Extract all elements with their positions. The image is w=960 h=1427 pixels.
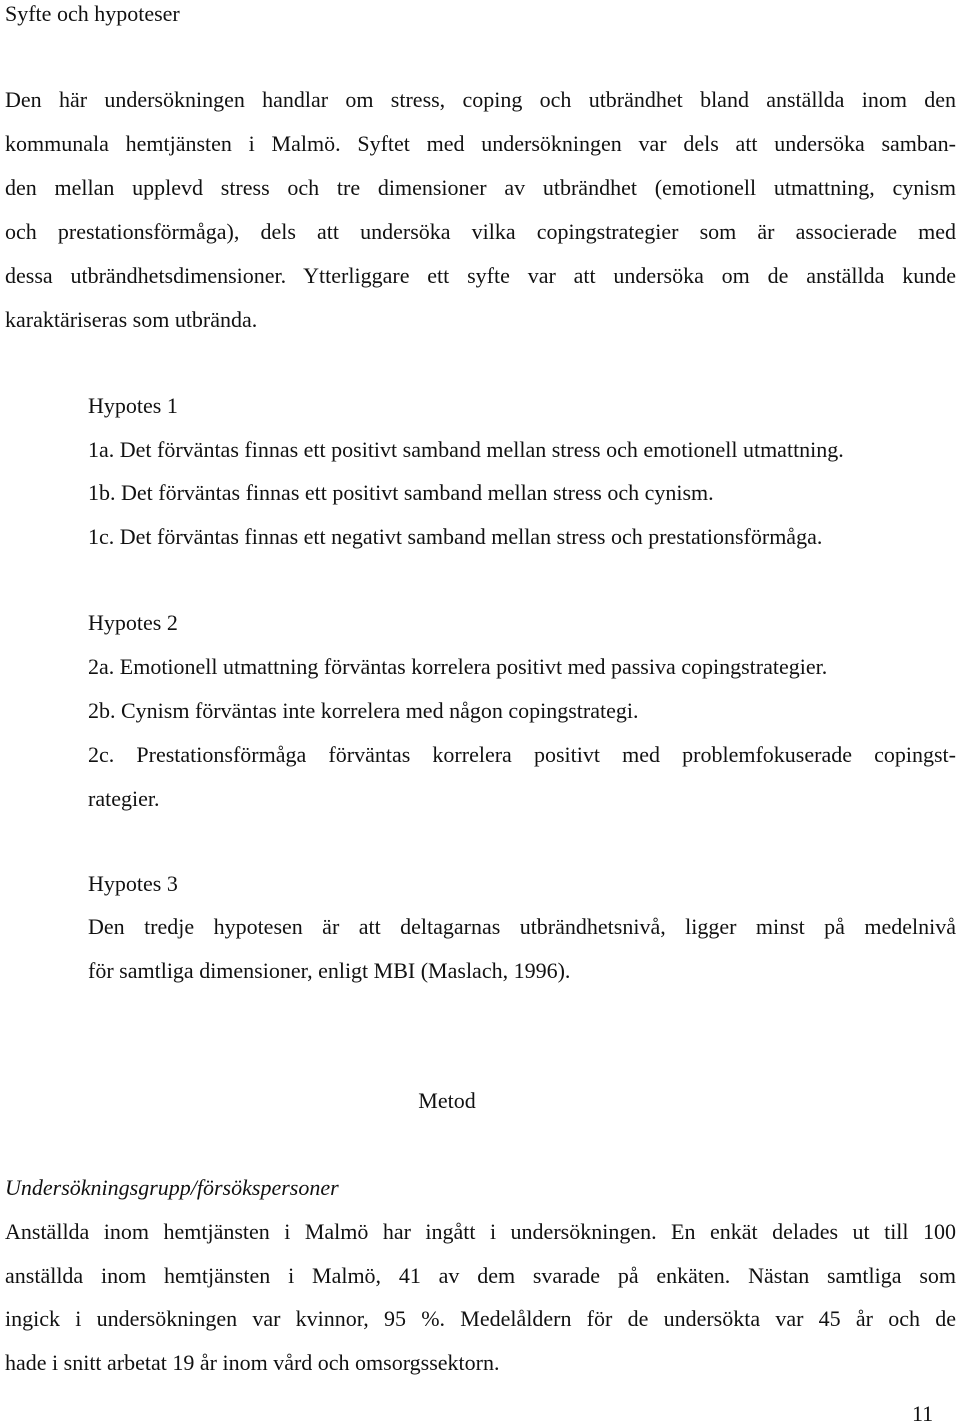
- paragraph-line: ingick i undersökningen var kvinnor, 95 %. Medelåldern för de undersökta var 45 år och de: [5, 1306, 956, 1331]
- hypotes-2c: 2c. Prestationsförmåga förväntas korrelera positivt med problemfokuserade copingst-: [88, 742, 956, 767]
- page-number: 11: [912, 1401, 934, 1426]
- hypotes-3-line: för samtliga dimensioner, enligt MBI (Maslach, 1996).: [88, 958, 571, 983]
- hypotes-3-line: Den tredje hypotesen är att deltagarnas utbrändhetsnivå, ligger minst på medelnivå: [88, 914, 956, 939]
- hypotes-1a: 1a. Det förväntas finnas ett positivt samband mellan stress och emotionell utmattning.: [88, 437, 844, 462]
- hypotes-2c-cont: rategier.: [88, 786, 160, 811]
- hypotes-2b: 2b. Cynism förväntas inte korrelera med någon copingstrategi.: [88, 698, 639, 723]
- hypotes-1c: 1c. Det förväntas finnas ett negativt samband mellan stress och prestationsförmåga.: [88, 524, 823, 549]
- subsection-heading: Undersökningsgrupp/försökspersoner: [5, 1175, 339, 1200]
- hypotes-1-title: Hypotes 1: [88, 393, 178, 418]
- paragraph-line: den mellan upplevd stress och tre dimensioner av utbrändhet (emotionell utmattning, cynism: [5, 175, 956, 200]
- paragraph-line: anställda inom hemtjänsten i Malmö, 41 av dem svarade på enkäten. Nästan samtliga som: [5, 1263, 956, 1288]
- paragraph-line: kommunala hemtjänsten i Malmö. Syftet med undersökningen var dels att undersöka samban-: [5, 131, 956, 156]
- paragraph-line: hade i snitt arbetat 19 år inom vård och omsorgssektorn.: [5, 1350, 500, 1375]
- section-heading: Syfte och hypoteser: [5, 1, 180, 26]
- paragraph-line: dessa utbrändhetsdimensioner. Ytterliggare ett syfte var att undersöka om de anställda kunde: [5, 263, 956, 288]
- hypotes-2a: 2a. Emotionell utmattning förväntas korrelera positivt med passiva copingstrategier.: [88, 654, 828, 679]
- hypotes-3-title: Hypotes 3: [88, 871, 178, 896]
- hypotes-2-title: Hypotes 2: [88, 610, 178, 635]
- paragraph-line: Anställda inom hemtjänsten i Malmö har ingått i undersökningen. En enkät delades ut till 100: [5, 1219, 956, 1244]
- metod-heading: Metod: [418, 1088, 476, 1113]
- paragraph-line: och prestationsförmåga), dels att undersöka vilka copingstrategier som är associerade med: [5, 219, 956, 244]
- paragraph-line: karaktäriseras som utbrända.: [5, 307, 258, 332]
- paragraph-line: Den här undersökningen handlar om stress, coping och utbrändhet bland anställda inom den: [5, 87, 956, 112]
- hypotes-1b: 1b. Det förväntas finnas ett positivt samband mellan stress och cynism.: [88, 480, 714, 505]
